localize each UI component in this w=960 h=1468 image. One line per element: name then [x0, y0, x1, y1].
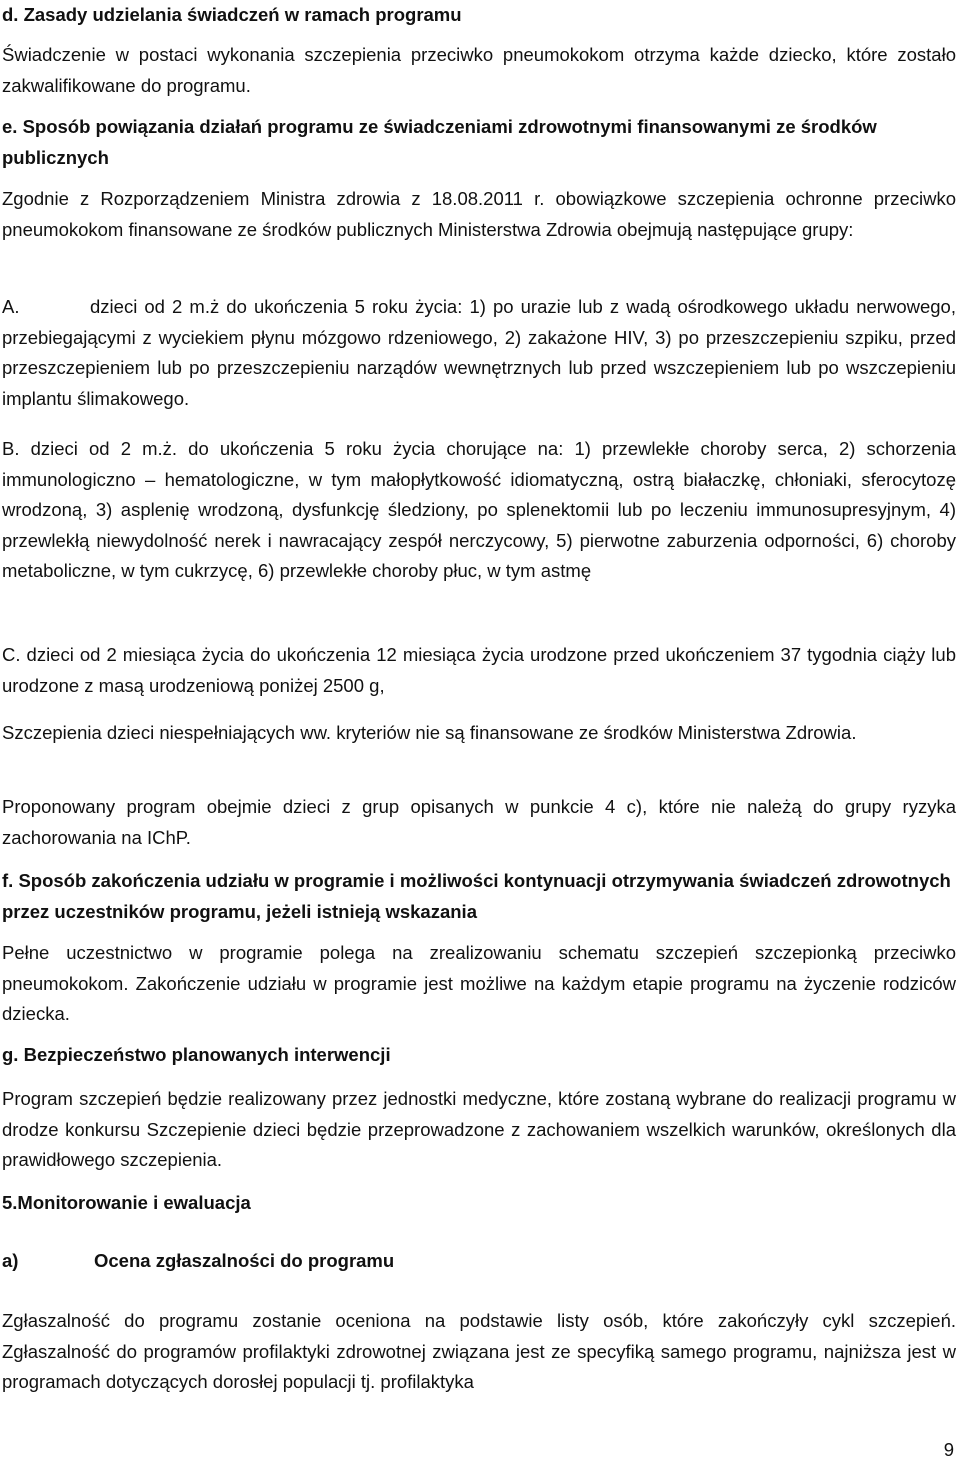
group-b: B. dzieci od 2 m.ż. do ukończenia 5 roku życia chorujące na: 1) przewlekłe choroby serca, 2) schorzenia immunologiczno – hematologiczne, w tym małopłytkowość idiomatyczną, ostrą białaczkę, chłoniaki, sferocytozę wrodzoną, 3) asplenię wrodzoną, dysfunkcję śledziony, po splenektomii lub po leczeniu immunosupresyjnym, 4) przewlekłą niewydolność nerek i nawracający zespół nerczycowy, 5) pierwotne zaburzenia odporności, 6) choroby metaboliczne, w tym cukrzycę, 6) przewlekłe choroby płuc, w tym astmę	[2, 438, 956, 581]
section-e-heading: e. Sposób powiązania działań programu ze świadczeniami zdrowotnymi finansowanymi ze środków publicznych	[2, 116, 877, 168]
group-a	[2, 292, 956, 414]
section-f-body: Pełne uczestnictwo w programie polega na zrealizowaniu schematu szczepień szczepionką przeciwko pneumokokom. Zakończenie udziału w programie jest możliwe na każdym etapie programu na życzenie rodziców dziecka.	[2, 942, 956, 1024]
section-5-body: Zgłaszalność do programu zostanie oceniona na podstawie listy osób, które zakończyły cykl szczepień. Zgłaszalność do programów profilaktyki zdrowotnej związana jest ze specyfiką samego programu, najniższa jest w programach dotyczących dorosłej populacji tj. profilaktyka	[2, 1310, 956, 1392]
subsection-a-title: Ocena zgłaszalności do programu	[94, 1250, 395, 1271]
section-e-intro: Zgodnie z Rozporządzeniem Ministra zdrowia z 18.08.2011 r. obowiązkowe szczepienia ochronne przeciwko pneumokokom finansowane ze środków publicznych Ministerstwa Zdrowia obejmują następujące grupy:	[2, 188, 956, 240]
group-c: C. dzieci od 2 miesiąca życia do ukończenia 12 miesiąca życia urodzone przed ukończeniem 37 tygodnia ciąży lub urodzone z masą urodzeniową poniżej 2500 g,	[2, 644, 956, 696]
page-number: 9	[943, 1439, 954, 1460]
section-5-heading: 5.Monitorowanie i ewaluacja	[2, 1192, 251, 1213]
section-g-body: Program szczepień będzie realizowany przez jednostki medyczne, które zostaną wybrane do realizacji programu w drodze konkursu Szczepienie dzieci będzie przeprowadzone z zachowaniem wszelkich warunków, określonych dla prawidłowego szczepienia.	[2, 1088, 956, 1170]
group-a-label: A.	[2, 296, 20, 317]
subsection-a-heading	[2, 1246, 956, 1277]
note-program-scope: Proponowany program obejmie dzieci z grup opisanych w punkcie 4 c), które nie należą do grupy ryzyka zachorowania na IChP.	[2, 796, 956, 848]
section-d-heading: d. Zasady udzielania świadczeń w ramach programu	[2, 4, 462, 25]
group-a-text: dzieci od 2 m.ż do ukończenia 5 roku życia: 1) po urazie lub z wadą ośrodkowego układu nerwowego, przebiegającymi z wyciekiem płynu mózgowo rdzeniowego, 2) zakażone HIV, 3) po przeszczepieniu szpiku, przed przeszczepieniem lub po przeszczepieniu narządów wewnętrznych lub przed wszczepieniem lub po wszczepieniu implantu ślimakowego.	[2, 296, 956, 409]
section-d-body: Świadczenie w postaci wykonania szczepienia przeciwko pneumokokom otrzyma każde dziecko, które zostało zakwalifikowane do programu.	[2, 44, 956, 96]
subsection-a-label: a)	[2, 1250, 19, 1271]
note-not-financed: Szczepienia dzieci niespełniających ww. kryteriów nie są finansowane ze środków Ministerstwa Zdrowia.	[2, 722, 857, 743]
section-g-heading: g. Bezpieczeństwo planowanych interwencji	[2, 1044, 391, 1065]
section-f-heading: f. Sposób zakończenia udziału w programie i możliwości kontynuacji otrzymywania świadczeń zdrowotnych przez uczestników programu, jeżeli istnieją wskazania	[2, 870, 951, 922]
